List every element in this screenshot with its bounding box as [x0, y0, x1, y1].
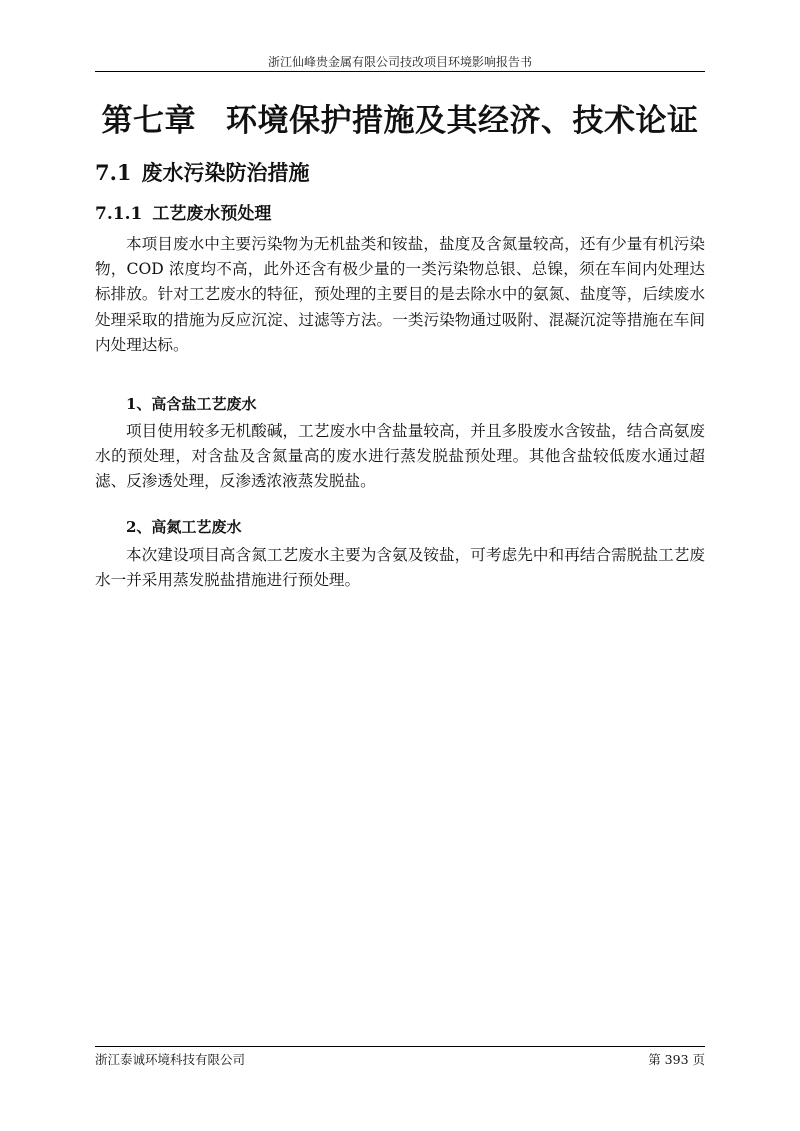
item1-title: 1、高含盐工艺废水	[126, 395, 257, 413]
chapter-title-text: 环境保护措施及其经济、技术论证	[226, 103, 699, 139]
item1-paragraph: 项目使用较多无机酸碱，工艺废水中含盐量较高，并且多股废水含铵盐，结合高氨废水的预处理，对含盐及含氮量高的废水进行蒸发脱盐预处理。其他含盐较低废水通过超滤、反渗透处理，反渗透浓液蒸发脱盐。	[95, 422, 705, 491]
footer-page-number: 第 393 页	[648, 1052, 705, 1067]
subsection-title	[95, 199, 271, 224]
section-title-text: 废水污染防治措施	[141, 160, 310, 185]
header-rule	[95, 71, 705, 72]
section-title	[95, 157, 310, 187]
intro-paragraph: 本项目废水中主要污染物为无机盐类和铵盐，盐度及含氮量较高，还有少量有机污染物，COD 浓度均不高，此外还含有极少量的一类污染物总银、总镍，须在车间内处理达标排放。针对工艺废水的特征，预处理的主要目的是去除水中的氨氮、盐度等，后续废水处理采取的措施为反应沉淀、过滤等方法。一类污染物通过吸附、混凝沉淀等措施在车间内处理达标。	[95, 235, 705, 354]
subsection-number: 7.1.1	[95, 204, 143, 224]
section-number: 7.1	[95, 160, 132, 185]
item2-paragraph: 本次建设项目高含氮工艺废水主要为含氨及铵盐，可考虑先中和再结合需脱盐工艺废水一并采用蒸发脱盐措施进行预处理。	[95, 546, 705, 590]
subsection-title-text: 工艺废水预处理	[152, 204, 272, 224]
item2-title: 2、高氮工艺废水	[126, 518, 242, 536]
running-header: 浙江仙峰贵金属有限公司技改项目环境影响报告书	[267, 55, 532, 69]
chapter-title	[95, 95, 705, 140]
footer-company: 浙江泰诚环境科技有限公司	[95, 1052, 246, 1067]
footer-rule	[95, 1046, 705, 1047]
chapter-number: 第七章	[101, 103, 196, 139]
